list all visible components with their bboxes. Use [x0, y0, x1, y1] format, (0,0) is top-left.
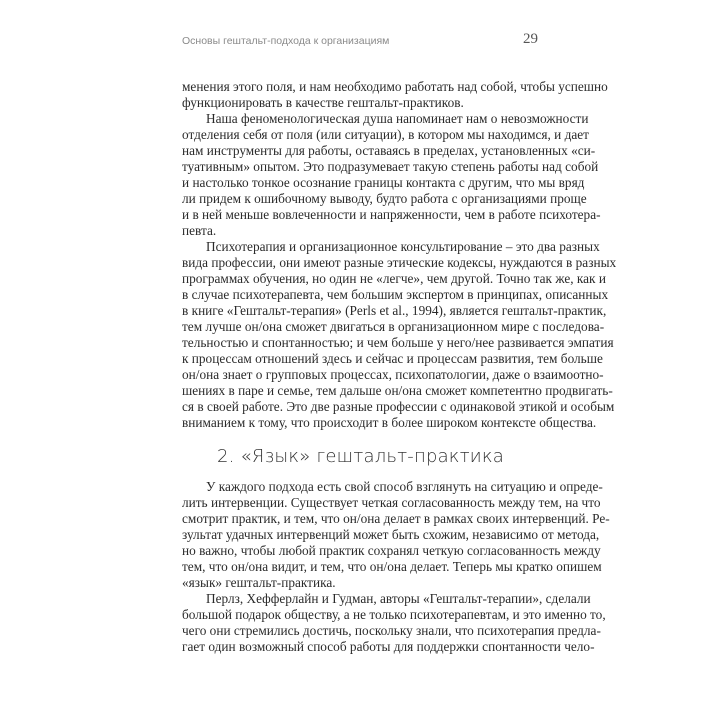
running-head: Основы гештальт-подхода к организациям — [182, 35, 390, 47]
text-line: большой подарок обществу, а не только психотерапевтам, и это именно то, — [182, 607, 606, 622]
text-line: он/она знает о групповых процессах, психопатологии, даже о взаимоотно- — [182, 367, 604, 382]
text-line: и настолько тонкое осознание границы контакта с другим, что мы вряд — [182, 175, 585, 190]
text-line: смотрит практик, и тем, что он/она делает в рамках своих интервенций. Ре- — [182, 511, 610, 526]
paragraph — [182, 79, 608, 111]
text-line: нам инструменты для работы, оставаясь в пределах, установленных «си- — [182, 143, 596, 158]
text-line: лить интервенции. Существует четкая согласованность между тем, на что — [182, 495, 601, 510]
text-line: Психотерапия и организационное консультирование – это два разных — [206, 239, 600, 254]
paragraph — [182, 479, 610, 591]
text-line: шениях в паре и семье, тем дальше он/она сможет компетентно продвигать- — [182, 383, 613, 398]
text-line: программах обучения, но один не «легче», чем другой. Точно так же, как и — [182, 271, 606, 286]
text-line: чего они стремились достичь, поскольку знали, что психотерапия предла- — [182, 623, 601, 638]
text-line: к процессам отношений здесь и сейчас и процессам развития, тем больше — [182, 351, 603, 366]
text-after-heading — [182, 479, 610, 655]
text-line: вида профессии, они имеют разные этические кодексы, нуждаются в разных — [182, 255, 617, 270]
text-line: в случае психотерапевта, чем большим экспертом в принципах, описанных — [182, 287, 609, 302]
text-line: гает один возможный способ работы для поддержки спонтанности чело- — [182, 639, 595, 654]
text-line: Наша феноменологическая душа напоминает нам о невозможности — [206, 111, 589, 126]
text-line: функционировать в качестве гештальт-практиков. — [182, 95, 464, 110]
text-before-heading — [182, 79, 617, 431]
text-line: певта. — [182, 223, 217, 238]
text-line: Перлз, Хефферлайн и Гудман, авторы «Гештальт-терапии», сделали — [206, 591, 591, 606]
paragraph — [182, 591, 606, 655]
text-line: тельностью и спонтанностью; и чем больше у него/нее развивается эмпатия — [182, 335, 614, 350]
text-line: вниманием к тому, что происходит в более широком контексте общества. — [182, 415, 597, 430]
page-number: 29 — [523, 31, 538, 47]
text-line: У каждого подхода есть свой способ взглянуть на ситуацию и опреде- — [206, 479, 603, 494]
text-line: ли придем к ошибочному выводу, будто работа с организациями проще — [182, 191, 587, 206]
section-heading: 2. «Язык» гештальт-практика — [217, 446, 504, 467]
text-line: ся в своей работе. Это две разные профессии с одинаковой этикой и особым — [182, 399, 615, 414]
paragraph — [182, 239, 617, 431]
text-line: менения этого поля, и нам необходимо работать над собой, чтобы успешно — [182, 79, 608, 94]
text-line: туативным» опытом. Это подразумевает такую степень работы над собой — [182, 159, 599, 174]
text-line: но важно, чтобы любой практик сохранял четкую согласованность между — [182, 543, 601, 558]
text-line: тем, что он/она видит, и тем, что он/она делает. Теперь мы кратко опишем — [182, 559, 602, 574]
text-line: отделения себя от поля (или ситуации), в котором мы находимся, и дает — [182, 127, 589, 142]
text-line: тем лучше он/она сможет двигаться в организационном мире с последова- — [182, 319, 605, 334]
text-line: в книге «Гештальт-терапия» (Perls et al., 1994), является гештальт-практик, — [182, 303, 607, 318]
paragraph — [182, 111, 601, 239]
text-line: и в ней меньше вовлеченности и напряженности, чем в работе психотера- — [182, 207, 601, 222]
text-line: «язык» гештальт-практика. — [182, 575, 336, 590]
text-line: зультат удачных интервенций может быть схожим, независимо от метода, — [182, 527, 600, 542]
